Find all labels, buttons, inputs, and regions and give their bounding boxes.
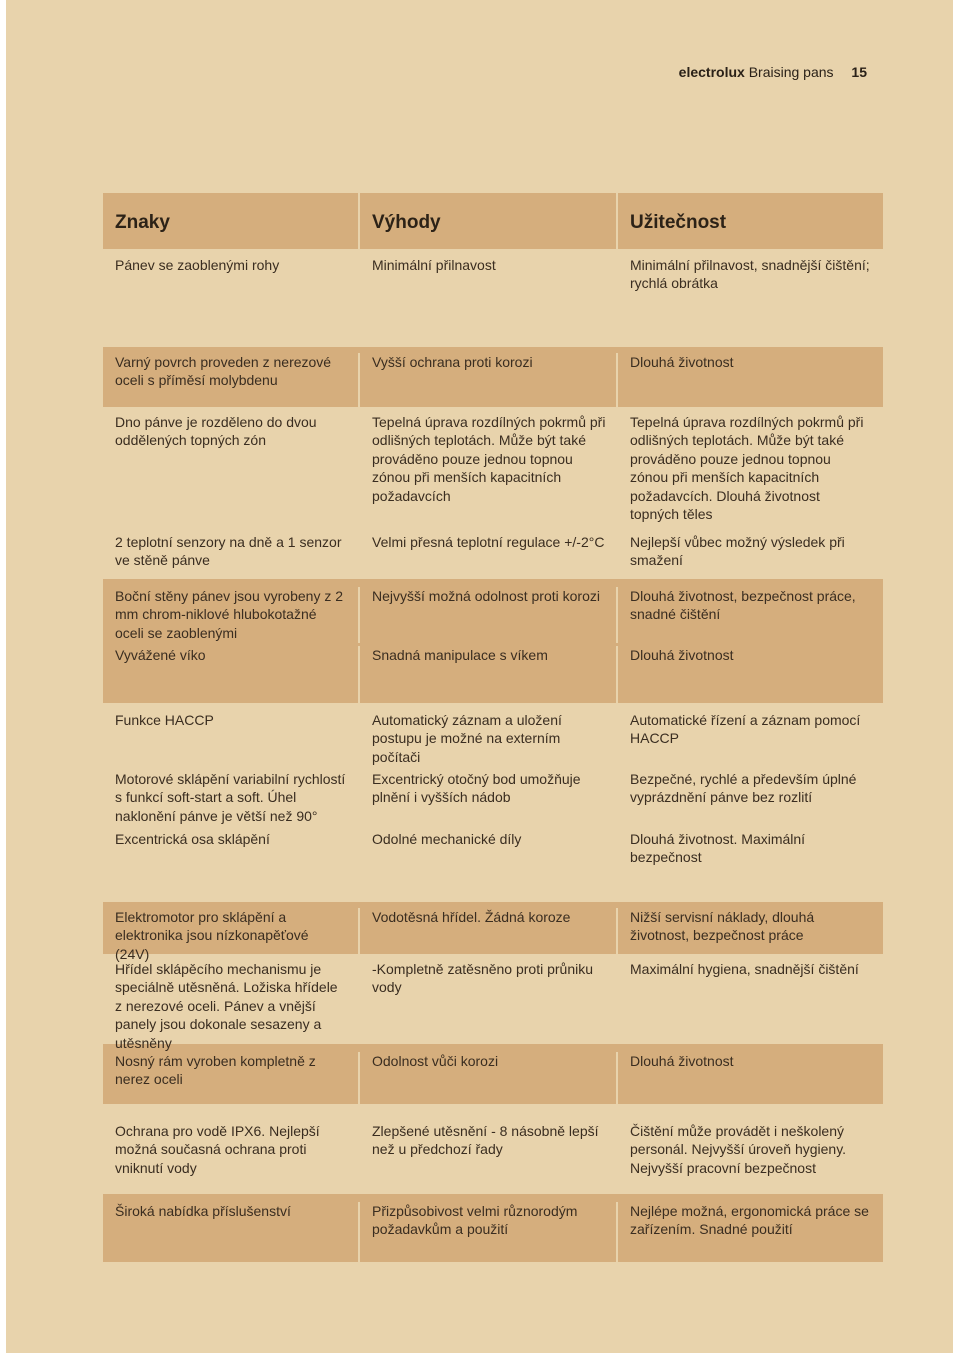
table-row	[103, 407, 883, 523]
page-number: 15	[851, 64, 867, 80]
feature-cell: Dno pánve je rozděleno do dvou oddělených topných zón	[115, 414, 317, 449]
table-row	[103, 347, 883, 407]
feature-cell: Ochrana pro vodě IPX6. Nejlepší možná současná ochrana proti vniknutí vody	[115, 1123, 320, 1176]
feature-cell: Vyvážené víko	[103, 646, 360, 703]
benefit-cell: -Kompletně zatěsněno proti průniku vody	[372, 961, 594, 996]
usefulness-cell: Automatické řízení a záznam pomocí HACCP	[630, 712, 861, 747]
feature-cell: Široká nabídka příslušenství	[103, 1202, 360, 1262]
usefulness-cell: Nejlepší vůbec možný výsledek při smažení	[630, 534, 845, 569]
table-row	[103, 954, 883, 1051]
column-header-features: Znaky	[103, 193, 360, 249]
page-header	[679, 64, 867, 80]
column-header-benefits: Výhody	[360, 193, 618, 249]
benefit-cell: Snadná manipulace s víkem	[360, 646, 618, 703]
benefit-cell: Tepelná úprava rozdílných pokrmů při odlišných teplotách. Může být také prováděno pouze jednou topnou zónou při menších kapacitních požadavcích	[372, 414, 606, 504]
usefulness-cell: Minimální přilnavost, snadnější čištění; rychlá obrátka	[630, 257, 870, 292]
feature-cell: Excentrická osa sklápění	[115, 831, 270, 847]
usefulness-cell: Tepelná úprava rozdílných pokrmů při odlišných teplotách. Může být také prováděno pouze jednou topnou zónou při menších kapacitních požadavcích. Dlouhá životnost topných těles	[630, 414, 864, 523]
table-row	[103, 1194, 883, 1262]
benefit-cell: Minimální přilnavost	[372, 257, 496, 273]
benefit-cell: Přizpůsobivost velmi různorodým požadavkům a použití	[360, 1202, 618, 1262]
benefit-cell: Odolnost vůči korozi	[360, 1052, 618, 1104]
feature-cell: 2 teplotní senzory na dně a 1 senzor ve stěně pánve	[115, 534, 342, 569]
table-row	[103, 1044, 883, 1104]
feature-cell: Funkce HACCP	[115, 712, 214, 728]
feature-cell: Elektromotor pro sklápění a elektronika jsou nízkonapěťové (24V)	[103, 908, 360, 954]
page	[6, 0, 953, 1353]
benefit-cell: Velmi přesná teplotní regulace +/-2°C	[372, 534, 605, 550]
benefit-cell: Odolné mechanické díly	[372, 831, 522, 847]
table-row	[103, 579, 883, 643]
benefit-cell: Excentrický otočný bod umožňuje plnění i vyšších nádob	[372, 771, 581, 806]
benefit-cell: Vyšší ochrana proti korozi	[360, 353, 618, 407]
section-title: Braising pans	[748, 64, 834, 80]
benefit-cell: Vodotěsná hřídel. Žádná koroze	[360, 908, 618, 954]
feature-cell: Hřídel sklápěcího mechanismu je speciálně utěsněná. Ložiska hřídele z nerezové oceli. Pánev a vnější panely jsou dokonale sesazeny a utěsněny	[115, 961, 338, 1051]
table-row	[103, 643, 883, 703]
benefit-cell: Automatický záznam a uložení postupu je možné na externím počítači	[372, 712, 562, 765]
usefulness-cell: Čištění může provádět i neškolený personál. Nejvyšší úroveň hygieny. Nejvyšší pracovní bezpečnost	[630, 1123, 847, 1176]
usefulness-cell: Maximální hygiena, snadnější čištění	[630, 961, 859, 977]
benefit-cell: Zlepšené utěsnění - 8 násobně lepší než u předchozí řady	[372, 1123, 599, 1158]
column-header-usefulness: Užitečnost	[630, 212, 727, 233]
usefulness-cell: Nižší servisní náklady, dlouhá životnost, bezpečnost práce	[630, 909, 815, 944]
table-row	[103, 828, 883, 902]
table-row	[103, 703, 883, 764]
feature-cell: Pánev se zaoblenými rohy	[115, 257, 280, 273]
usefulness-cell: Nejlépe možná, ergonomická práce se zařízením. Snadné použití	[630, 1203, 869, 1238]
feature-cell: Varný povrch proveden z nerezové oceli s příměsí molybdenu	[103, 353, 360, 407]
table-header-row	[103, 193, 883, 249]
features-table	[103, 193, 883, 1262]
brand-name: electrolux	[678, 64, 745, 80]
usefulness-cell: Dlouhá životnost	[630, 354, 734, 370]
table-row	[103, 902, 883, 962]
usefulness-cell: Dlouhá životnost	[630, 1053, 734, 1069]
feature-cell: Motorové sklápění variabilní rychlostí s funkcí soft-start a soft. Úhel naklonění pánve je větší než 90°	[115, 771, 346, 824]
table-row	[103, 249, 883, 347]
table-row	[103, 1116, 883, 1189]
usefulness-cell: Dlouhá životnost	[630, 647, 734, 663]
feature-cell: Boční stěny pánev jsou vyrobeny z 2 mm chrom-niklové hlubokotažné oceli se zaoblenými	[103, 587, 360, 643]
usefulness-cell: Bezpečné, rychlé a především úplné vyprázdnění pánve bez rozlití	[630, 771, 857, 806]
benefit-cell: Nejvyšší možná odolnost proti korozi	[360, 587, 618, 643]
feature-cell: Nosný rám vyroben kompletně z nerez oceli	[103, 1052, 360, 1104]
row-gap	[103, 1104, 883, 1116]
usefulness-cell: Dlouhá životnost, bezpečnost práce, snadné čištění	[630, 588, 856, 623]
table-row	[103, 523, 883, 579]
table-row	[103, 764, 883, 828]
usefulness-cell: Dlouhá životnost. Maximální bezpečnost	[630, 831, 806, 866]
